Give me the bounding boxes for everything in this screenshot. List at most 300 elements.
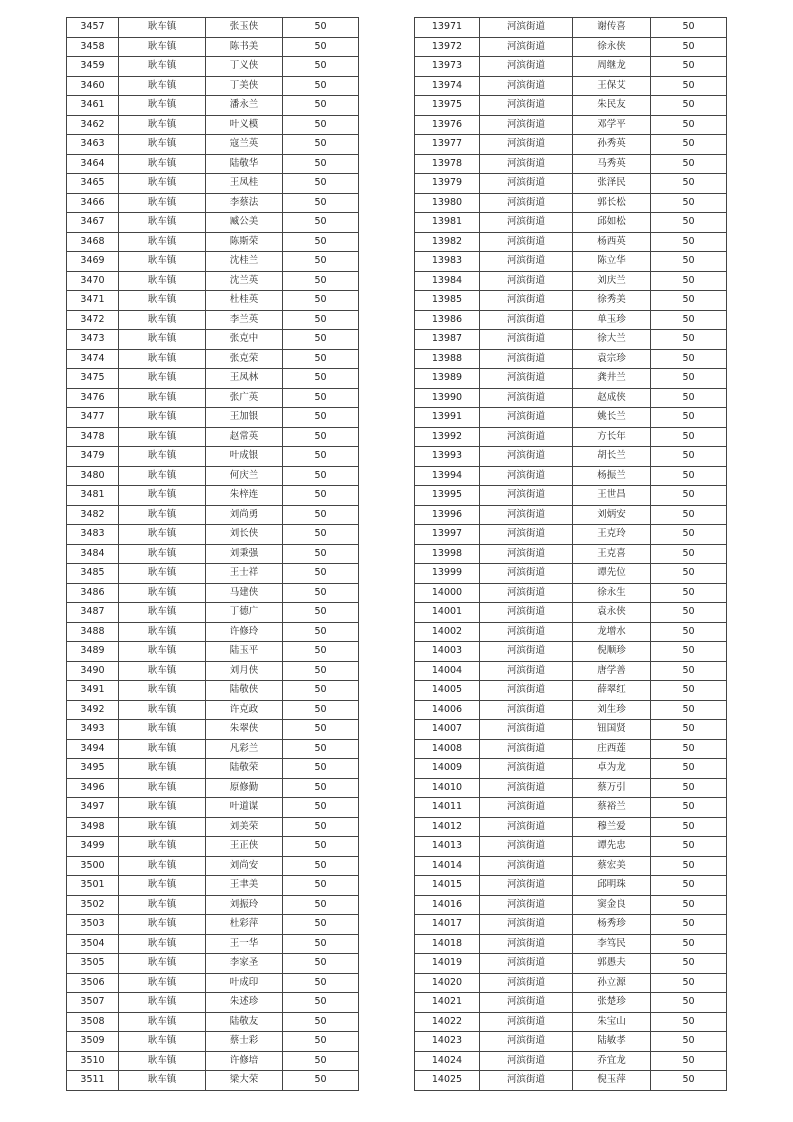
township-cell: 河滨街道 [480,759,573,779]
row-number-cell: 3480 [67,466,119,486]
row-number-cell: 3476 [67,388,119,408]
amount-cell: 50 [651,232,727,252]
amount-cell: 50 [283,798,359,818]
table-row [415,96,727,116]
row-number-cell: 3472 [67,310,119,330]
person-name-cell: 刘炳安 [573,505,651,525]
row-number-cell: 3486 [67,583,119,603]
person-name-cell: 窦金良 [573,895,651,915]
table-row [67,18,359,38]
amount-cell: 50 [283,1071,359,1091]
township-cell: 河滨街道 [480,895,573,915]
amount-cell: 50 [651,603,727,623]
row-number-cell: 14006 [415,700,480,720]
person-name-cell: 陆敬侠 [206,681,283,701]
person-name-cell: 庄西莲 [573,739,651,759]
person-name-cell: 刘生珍 [573,700,651,720]
township-cell: 耿车镇 [119,837,206,857]
township-cell: 耿车镇 [119,447,206,467]
row-number-cell: 13976 [415,115,480,135]
row-number-cell: 3496 [67,778,119,798]
township-cell: 河滨街道 [480,505,573,525]
row-number-cell: 14011 [415,798,480,818]
row-number-cell: 3464 [67,154,119,174]
row-number-cell: 3495 [67,759,119,779]
row-number-cell: 13974 [415,76,480,96]
person-name-cell: 臧公美 [206,213,283,233]
township-cell: 耿车镇 [119,759,206,779]
row-number-cell: 13980 [415,193,480,213]
table-row [67,447,359,467]
township-cell: 耿车镇 [119,115,206,135]
person-name-cell: 陈立华 [573,252,651,272]
table-row [67,778,359,798]
person-name-cell: 陆敏孝 [573,1032,651,1052]
table-row [67,993,359,1013]
row-number-cell: 14003 [415,642,480,662]
township-cell: 耿车镇 [119,798,206,818]
row-number-cell: 3461 [67,96,119,116]
person-name-cell: 张克中 [206,330,283,350]
township-cell: 耿车镇 [119,310,206,330]
row-number-cell: 13983 [415,252,480,272]
person-name-cell: 杜彩萍 [206,915,283,935]
person-name-cell: 张克荣 [206,349,283,369]
row-number-cell: 14014 [415,856,480,876]
row-number-cell: 14024 [415,1051,480,1071]
table-row [415,213,727,233]
row-number-cell: 3490 [67,661,119,681]
table-row [415,798,727,818]
row-number-cell: 3470 [67,271,119,291]
table-row [67,681,359,701]
person-name-cell: 朱述珍 [206,993,283,1013]
amount-cell: 50 [283,96,359,116]
township-cell: 河滨街道 [480,1051,573,1071]
table-row [67,544,359,564]
person-name-cell: 蔡士彩 [206,1032,283,1052]
amount-cell: 50 [283,388,359,408]
township-cell: 河滨街道 [480,720,573,740]
township-cell: 河滨街道 [480,661,573,681]
person-name-cell: 叶道谋 [206,798,283,818]
row-number-cell: 13997 [415,525,480,545]
table-row [67,232,359,252]
table-row [415,661,727,681]
table-row [415,856,727,876]
person-name-cell: 刘月侠 [206,661,283,681]
township-cell: 河滨街道 [480,213,573,233]
table-row [415,778,727,798]
row-number-cell: 14007 [415,720,480,740]
person-name-cell: 张广英 [206,388,283,408]
table-row [415,525,727,545]
township-cell: 河滨街道 [480,856,573,876]
row-number-cell: 13995 [415,486,480,506]
person-name-cell: 陆敬友 [206,1012,283,1032]
amount-cell: 50 [283,135,359,155]
person-name-cell: 蔡宏美 [573,856,651,876]
table-row [67,427,359,447]
amount-cell: 50 [283,915,359,935]
person-name-cell: 单玉珍 [573,310,651,330]
table-row [415,349,727,369]
amount-cell: 50 [651,622,727,642]
amount-cell: 50 [283,759,359,779]
table-row [415,1051,727,1071]
township-cell: 耿车镇 [119,661,206,681]
amount-cell: 50 [651,856,727,876]
person-name-cell: 凡彩兰 [206,739,283,759]
table-row [415,739,727,759]
amount-cell: 50 [651,291,727,311]
person-name-cell: 马建侠 [206,583,283,603]
row-number-cell: 3459 [67,57,119,77]
township-cell: 耿车镇 [119,856,206,876]
township-cell: 耿车镇 [119,330,206,350]
amount-cell: 50 [283,739,359,759]
right-roster-table [414,17,727,1091]
amount-cell: 50 [651,18,727,38]
person-name-cell: 许克政 [206,700,283,720]
row-number-cell: 13998 [415,544,480,564]
amount-cell: 50 [651,213,727,233]
person-name-cell: 何庆兰 [206,466,283,486]
row-number-cell: 3504 [67,934,119,954]
amount-cell: 50 [283,447,359,467]
row-number-cell: 14017 [415,915,480,935]
row-number-cell: 3506 [67,973,119,993]
table-row [67,486,359,506]
township-cell: 耿车镇 [119,37,206,57]
amount-cell: 50 [651,778,727,798]
person-name-cell: 杨西英 [573,232,651,252]
township-cell: 河滨街道 [480,876,573,896]
table-row [415,915,727,935]
township-cell: 耿车镇 [119,954,206,974]
person-name-cell: 刘秉强 [206,544,283,564]
table-row [415,369,727,389]
amount-cell: 50 [283,778,359,798]
amount-cell: 50 [283,271,359,291]
row-number-cell: 3511 [67,1071,119,1091]
amount-cell: 50 [651,739,727,759]
table-row [67,213,359,233]
township-cell: 耿车镇 [119,213,206,233]
person-name-cell: 郭愚夫 [573,954,651,974]
township-cell: 耿车镇 [119,1032,206,1052]
person-name-cell: 方长年 [573,427,651,447]
table-row [415,720,727,740]
person-name-cell: 邱明珠 [573,876,651,896]
person-name-cell: 丁义侠 [206,57,283,77]
amount-cell: 50 [283,1032,359,1052]
amount-cell: 50 [283,837,359,857]
township-cell: 河滨街道 [480,193,573,213]
township-cell: 河滨街道 [480,349,573,369]
amount-cell: 50 [651,466,727,486]
township-cell: 河滨街道 [480,466,573,486]
person-name-cell: 杨振兰 [573,466,651,486]
person-name-cell: 王加银 [206,408,283,428]
person-name-cell: 许修培 [206,1051,283,1071]
row-number-cell: 3465 [67,174,119,194]
table-row [67,739,359,759]
row-number-cell: 3482 [67,505,119,525]
amount-cell: 50 [283,934,359,954]
person-name-cell: 王克喜 [573,544,651,564]
person-name-cell: 刘振玲 [206,895,283,915]
amount-cell: 50 [651,505,727,525]
amount-cell: 50 [283,174,359,194]
table-row [67,1051,359,1071]
row-number-cell: 14015 [415,876,480,896]
township-cell: 河滨街道 [480,388,573,408]
person-name-cell: 张楚珍 [573,993,651,1013]
township-cell: 河滨街道 [480,798,573,818]
person-name-cell: 袁宗珍 [573,349,651,369]
amount-cell: 50 [283,310,359,330]
township-cell: 河滨街道 [480,700,573,720]
row-number-cell: 13978 [415,154,480,174]
row-number-cell: 3479 [67,447,119,467]
row-number-cell: 3467 [67,213,119,233]
person-name-cell: 孙秀英 [573,135,651,155]
amount-cell: 50 [651,330,727,350]
amount-cell: 50 [283,76,359,96]
person-name-cell: 潘永兰 [206,96,283,116]
row-number-cell: 3485 [67,564,119,584]
township-cell: 耿车镇 [119,973,206,993]
table-row [67,895,359,915]
person-name-cell: 梁大荣 [206,1071,283,1091]
township-cell: 河滨街道 [480,915,573,935]
person-name-cell: 张泽民 [573,174,651,194]
table-row [67,310,359,330]
person-name-cell: 朱宝山 [573,1012,651,1032]
person-name-cell: 杜桂英 [206,291,283,311]
township-cell: 耿车镇 [119,1051,206,1071]
row-number-cell: 14012 [415,817,480,837]
row-number-cell: 3505 [67,954,119,974]
table-row [415,564,727,584]
row-number-cell: 3494 [67,739,119,759]
row-number-cell: 14022 [415,1012,480,1032]
row-number-cell: 14019 [415,954,480,974]
table-row [67,583,359,603]
row-number-cell: 13987 [415,330,480,350]
township-cell: 耿车镇 [119,76,206,96]
person-name-cell: 王凤林 [206,369,283,389]
row-number-cell: 14010 [415,778,480,798]
person-name-cell: 王世昌 [573,486,651,506]
township-cell: 河滨街道 [480,1012,573,1032]
person-name-cell: 孙立源 [573,973,651,993]
table-row [67,759,359,779]
row-number-cell: 3491 [67,681,119,701]
amount-cell: 50 [651,700,727,720]
amount-cell: 50 [651,915,727,935]
row-number-cell: 3478 [67,427,119,447]
township-cell: 河滨街道 [480,973,573,993]
township-cell: 耿车镇 [119,720,206,740]
amount-cell: 50 [651,37,727,57]
township-cell: 河滨街道 [480,837,573,857]
row-number-cell: 3493 [67,720,119,740]
amount-cell: 50 [283,661,359,681]
table-row [67,954,359,974]
amount-cell: 50 [651,252,727,272]
row-number-cell: 3471 [67,291,119,311]
amount-cell: 50 [651,642,727,662]
table-row [415,447,727,467]
amount-cell: 50 [651,1032,727,1052]
person-name-cell: 王士祥 [206,564,283,584]
township-cell: 河滨街道 [480,993,573,1013]
amount-cell: 50 [651,681,727,701]
person-name-cell: 袁永侠 [573,603,651,623]
person-name-cell: 赵成侠 [573,388,651,408]
row-number-cell: 13977 [415,135,480,155]
township-cell: 河滨街道 [480,115,573,135]
table-row [67,291,359,311]
table-row [415,817,727,837]
township-cell: 耿车镇 [119,369,206,389]
township-cell: 河滨街道 [480,135,573,155]
table-row [67,369,359,389]
row-number-cell: 13973 [415,57,480,77]
table-row [415,135,727,155]
township-cell: 河滨街道 [480,739,573,759]
person-name-cell: 胡长兰 [573,447,651,467]
person-name-cell: 乔宜龙 [573,1051,651,1071]
amount-cell: 50 [651,583,727,603]
township-cell: 耿车镇 [119,739,206,759]
table-row [67,837,359,857]
row-number-cell: 3497 [67,798,119,818]
amount-cell: 50 [651,154,727,174]
township-cell: 耿车镇 [119,154,206,174]
township-cell: 河滨街道 [480,583,573,603]
township-cell: 河滨街道 [480,564,573,584]
amount-cell: 50 [651,1071,727,1091]
row-number-cell: 14005 [415,681,480,701]
amount-cell: 50 [651,1012,727,1032]
amount-cell: 50 [283,856,359,876]
row-number-cell: 13988 [415,349,480,369]
person-name-cell: 邓学平 [573,115,651,135]
table-row [415,1032,727,1052]
township-cell: 耿车镇 [119,915,206,935]
amount-cell: 50 [283,700,359,720]
person-name-cell: 朱民友 [573,96,651,116]
row-number-cell: 13996 [415,505,480,525]
amount-cell: 50 [283,193,359,213]
township-cell: 河滨街道 [480,291,573,311]
township-cell: 耿车镇 [119,18,206,38]
table-row [67,622,359,642]
table-row [415,252,727,272]
amount-cell: 50 [651,447,727,467]
amount-cell: 50 [283,330,359,350]
amount-cell: 50 [651,174,727,194]
table-row [415,310,727,330]
amount-cell: 50 [651,349,727,369]
row-number-cell: 3510 [67,1051,119,1071]
table-row [415,57,727,77]
table-row [415,837,727,857]
township-cell: 河滨街道 [480,96,573,116]
row-number-cell: 3489 [67,642,119,662]
person-name-cell: 原修勤 [206,778,283,798]
person-name-cell: 李兰英 [206,310,283,330]
township-cell: 耿车镇 [119,193,206,213]
amount-cell: 50 [283,154,359,174]
row-number-cell: 3457 [67,18,119,38]
table-row [415,1071,727,1091]
person-name-cell: 李家圣 [206,954,283,974]
township-cell: 河滨街道 [480,1032,573,1052]
row-number-cell: 3507 [67,993,119,1013]
row-number-cell: 3469 [67,252,119,272]
table-row [415,642,727,662]
township-cell: 河滨街道 [480,778,573,798]
amount-cell: 50 [651,135,727,155]
amount-cell: 50 [283,408,359,428]
row-number-cell: 14016 [415,895,480,915]
amount-cell: 50 [283,466,359,486]
table-row [67,642,359,662]
amount-cell: 50 [651,388,727,408]
table-row [415,174,727,194]
township-cell: 河滨街道 [480,934,573,954]
township-cell: 耿车镇 [119,817,206,837]
person-name-cell: 赵常英 [206,427,283,447]
township-cell: 耿车镇 [119,1071,206,1091]
row-number-cell: 14018 [415,934,480,954]
table-row [415,1012,727,1032]
person-name-cell: 邱如松 [573,213,651,233]
amount-cell: 50 [283,1012,359,1032]
row-number-cell: 13975 [415,96,480,116]
table-row [67,388,359,408]
amount-cell: 50 [651,115,727,135]
table-row [415,759,727,779]
table-row [67,174,359,194]
row-number-cell: 14000 [415,583,480,603]
table-row [67,57,359,77]
amount-cell: 50 [651,310,727,330]
amount-cell: 50 [651,76,727,96]
township-cell: 河滨街道 [480,642,573,662]
township-cell: 河滨街道 [480,76,573,96]
person-name-cell: 沈桂兰 [206,252,283,272]
amount-cell: 50 [651,817,727,837]
person-name-cell: 龙增水 [573,622,651,642]
amount-cell: 50 [283,954,359,974]
table-row [67,798,359,818]
amount-cell: 50 [283,817,359,837]
township-cell: 耿车镇 [119,1012,206,1032]
person-name-cell: 王保艾 [573,76,651,96]
row-number-cell: 3475 [67,369,119,389]
amount-cell: 50 [651,57,727,77]
amount-cell: 50 [283,1051,359,1071]
table-row [67,817,359,837]
row-number-cell: 13982 [415,232,480,252]
table-row [67,135,359,155]
row-number-cell: 13989 [415,369,480,389]
